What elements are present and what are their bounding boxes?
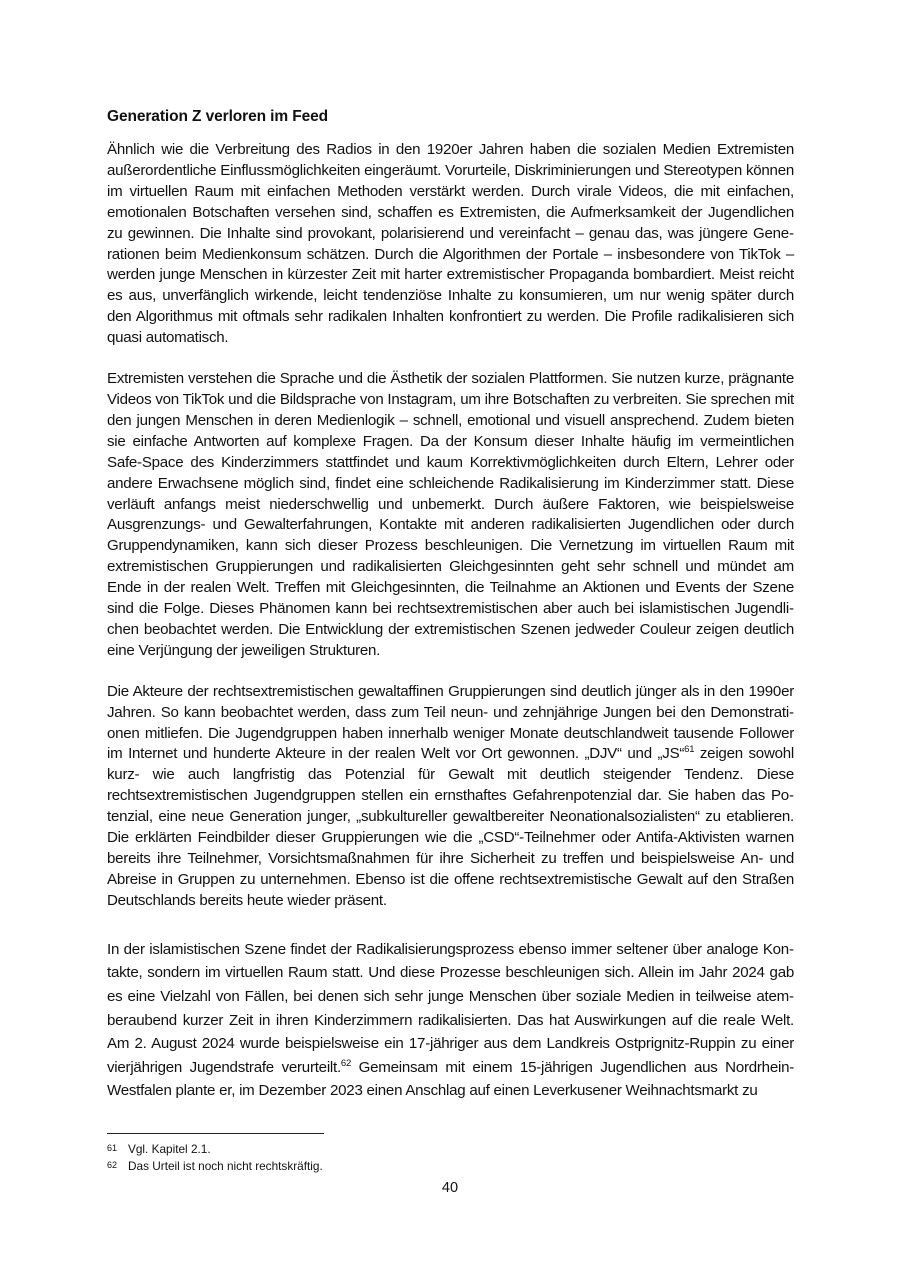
paragraph-3 [107, 682, 794, 912]
footnote-text: Vgl. Kapitel 2.1. [128, 1142, 211, 1156]
page-body [107, 106, 794, 1123]
paragraph-3-text-a: Die Akteure der rechtsextremistischen gewaltaffinen Gruppierungen sind deutlich jünger als in den 1990er Jahren. So kann beobachtet werden, dass zum Teil neun- und zehnjährige Jungen bei den Demonstrationen mitliefen. Die Jugendgruppen haben innerhalb weniger Monate deutschlandweit tausende Follower im Internet und hunderte Akteure in der realen Welt vor Ort gewonnen. „DJV“ und „JS“ [107, 682, 794, 763]
footnote-62 [107, 1158, 794, 1175]
footnote-number: 61 [107, 1143, 118, 1153]
page-number: 40 [441, 1180, 459, 1196]
paragraph-1: Ähnlich wie die Verbreitung des Radios in den 1920er Jahren haben die sozialen Medien Extremisten außerordentliche Einflussmöglichkeiten eingeräumt. Vorurteile, Diskriminierungen und Stereotypen können im virtuellen Raum mit einfachen Methoden verstärkt werden. Durch virale Videos, die mit einfachen, emotionalen Botschaften versehen sind, schaffen es Extremisten, die Aufmerksamkeit der Jugendlichen zu gewinnen. Die Inhalte sind provokant, polarisierend und vereinfacht – genau das, was jüngere Generationen beim Medienkonsum schätzen. Durch die Algorithmen der Portale – insbesondere von TikTok – werden junge Menschen in kürzester Zeit mit harter extremistischer Propaganda bombardiert. Meist reicht es aus, unverfänglich wirkende, leicht tendenziöse Inhalte zu konsumieren, um nur wenig später durch den Algorithmus mit oftmals sehr radikalen Inhalten konfrontiert zu werden. Die Profile radikalisieren sich quasi automatisch. [107, 141, 794, 347]
paragraph-3-text-b: zeigen sowohl kurz- wie auch langfristig das Potenzial für Gewalt mit deutlich steigender Tendenz. Diese rechtsextremistischen Jugendgruppen stellen ein ernsthaftes Gefahrenpotenzial dar. Sie haben das Potenzial, eine neue Generation junger, „subkultureller gewaltbereiter Neonationalsozialisten“ zu etablieren. Die erklärten Feindbilder dieser Gruppierungen wie die „CSD“-Teilnehmer oder Antifa-Aktivisten warnen bereits ihre Teilnehmer, Vorsichtsmaßnahmen für ihre Sicherheit zu treffen und beispielsweise An- und Abreise in Gruppen zu unternehmen. Ebenso ist die offene rechtsextremistische Gewalt auf den Straßen Deutschlands bereits heute wieder präsent. [107, 745, 794, 909]
paragraph-4-text-b: Gemeinsam mit einem 15-jährigen Jugendlichen aus Nordrhein-Westfalen plante er, im Dezember 2023 einen Anschlag auf einen Leverkusener Weihnachtsmarkt zu [107, 1058, 794, 1100]
footnotes [107, 1141, 794, 1175]
footnote-ref-62[interactable]: 62 [340, 1057, 351, 1069]
paragraph-2: Extremisten verstehen die Sprache und die Ästhetik der sozialen Plattformen. Sie nutzen kurze, prägnante Videos von TikTok und die Bildsprache von Instagram, um ihre Botschaften zu verbreiten. Sie sprechen mit den jungen Menschen in deren Medienlogik – schnell, emotional und visuell ansprechend. Zudem bieten sie einfache Antworten auf komplexe Fragen. Da der Konsum dieser Inhalte häufig im vermeintlichen Safe-Space des Kinderzimmers stattfindet und kaum Korrektivmöglichkeiten durch Eltern, Lehrer oder andere Erwachsene möglich sind, findet eine schleichende Radikalisierung im Kinderzimmer statt. Diese verläuft anfangs meist niederschwellig und unbemerkt. Durch äußere Faktoren, wie beispielsweise Ausgrenzungs- und Gewalterfahrungen, Kontakte mit anderen radikalisierten Jugendlichen oder durch Gruppendynamiken, kann sich dieser Prozess beschleunigen. Die Vernetzung im virtuellen Raum mit extremistischen Gruppierungen und radikalisierten Gleichgesinnten geht sehr schnell und mündet am Ende in der realen Welt. Treffen mit Gleichgesinnten, die Teilnahme an Aktionen und Events der Szene sind die Folge. Dieses Phänomen kann bei rechtsextremistischen aber auch bei islamistischen Jugendlichen beobachtet werden. Die Entwicklung der extremistischen Szenen jedweder Couleur zeigen deutlich eine Verjüngung der jeweiligen Strukturen. [107, 370, 794, 659]
section-heading: Generation Z verloren im Feed [107, 108, 329, 125]
paragraph-4 [107, 938, 794, 1103]
footnote-61 [107, 1141, 794, 1158]
footnote-separator [107, 1133, 324, 1134]
footnote-number: 62 [107, 1160, 118, 1170]
paragraph-4-text-a: In der islamistischen Szene findet der Radikalisierungsprozess ebenso immer seltener über analoge Kontakte, sondern im virtuellen Raum statt. Und diese Prozesse beschleunigen sich. Allein im Jahr 2024 gab es eine Vielzahl von Fällen, bei denen sich sehr junge Menschen über soziale Medien in teilweise atemberaubend kurzer Zeit in ihren Kinderzimmern radikalisierten. Das hat Auswirkungen auf die reale Welt. Am 2. August 2024 wurde beispielsweise ein 17-jähriger aus dem Landkreis Ostprignitz-Ruppin zu einer vierjährigen Jugendstrafe verurteilt. [107, 940, 794, 1076]
footnote-text: Das Urteil ist noch nicht rechtskräftig. [128, 1159, 323, 1173]
footnote-ref-61[interactable]: 61 [684, 744, 695, 756]
